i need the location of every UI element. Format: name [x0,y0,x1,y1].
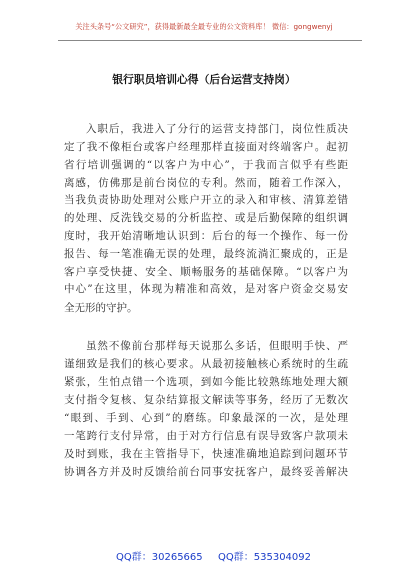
footer-qq-group-2: QQ群：535304092 [218,552,312,563]
body-text-line: 中心”在这里，体现为精准和高效，是对客户资金交易安 [64,283,348,295]
body-text-line: 及时到账，我在主管指导下，快速准确地追踪到问题环节 [64,448,348,460]
body-text-line: 虽然不像前台那样每天说那么多话，但眼明手快、严 [86,340,348,352]
body-text-line: 支付指令复核、复杂结算报文解读等事务，经历了无数次 [64,394,348,406]
body-text-line: 的处理、反洗钱交易的分析监控、或是后勤保障的组织调 [64,212,348,224]
body-text-line: 客户享受快捷、安全、顺畅服务的基础保障。“以客户为 [64,266,348,278]
page-title: 银行职员培训心得（后台运营支持岗） [112,73,296,86]
footer-qq-group-1: QQ群：30265665 [116,552,203,563]
body-text-line: 省行培训强调的“以客户为中心”，于我而言似乎有些距 [64,159,348,171]
body-text-line: 紧张，生怕点错一个选项，到如今能比较熟练地处理大额 [64,376,348,388]
body-text-line: 离感，仿佛那是前台岗位的专利。然而，随着工作深入， [64,177,348,189]
body-text-line: 全无形的守护。 [64,302,138,314]
footer [0,548,408,562]
body-text-line: 当我负责协助处理对公账户开立的录入和审核、清算差错 [64,194,348,206]
header-banner: 关注头条号“公文研究”，获得最新最全最专业的公文资料库！ 微信：gongwenyj [75,22,333,31]
body-text-line: 协调各方并及时反馈给前台同事安抚客户，最终妥善解决 [64,466,348,478]
body-text-line: 一笔跨行支付异常，由于对方行信息有误导致客户款项未 [64,430,348,442]
body-text-line: 度时，我开始清晰地认识到：后台的每一个操作、每一份 [64,230,348,242]
body-text-line: 入职后，我进入了分行的运营支持部门，岗位性质决 [86,123,348,135]
header-divider [58,40,362,41]
body-text-line: 定了我不像柜台或客户经理那样直接面对终端客户。起初 [64,141,348,153]
body-text-line: 报告、每一笔准确无误的处理，最终流淌汇聚成的，正是 [64,248,348,260]
body-text-line: 谨细致是我们的核心要求。从最初接触核心系统时的生疏 [64,358,348,370]
body-text-line: “眼到、手到、心到”的磨练。印象最深的一次，是处理 [64,412,348,424]
